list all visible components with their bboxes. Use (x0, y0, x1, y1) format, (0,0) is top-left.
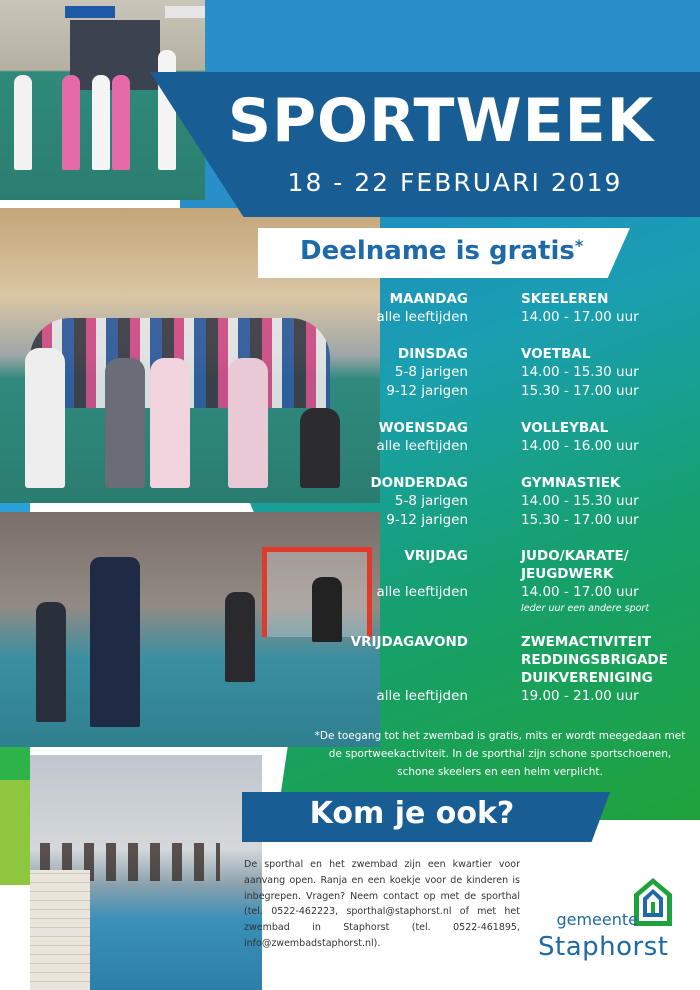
age-group: alle leeftijden (376, 584, 468, 600)
activity-name: REDDINGSBRIGADE (521, 652, 668, 668)
child-figure (228, 358, 268, 488)
activity-time: 14.00 - 15.30 uur (521, 493, 639, 509)
age-group: 9-12 jarigen (386, 511, 468, 528)
day-cell (377, 419, 468, 456)
activity-cell (521, 474, 639, 529)
photo-swimming-pool (30, 755, 262, 990)
activity-time: 14.00 - 15.30 uur (521, 364, 639, 380)
child-figure (225, 592, 255, 682)
pool-tiles (30, 870, 90, 990)
person-figure (112, 75, 130, 170)
activity-time: 15.30 - 17.00 uur (521, 382, 639, 399)
day-cell (377, 687, 468, 706)
logo-text-staphorst: Staphorst (538, 932, 669, 962)
activity-note: Ieder uur een andere sport (521, 602, 650, 614)
day-name: WOENSDAG (378, 420, 468, 436)
hall-banner (65, 6, 115, 18)
child-figure (150, 358, 190, 488)
page-title: SPORTWEEK (227, 86, 655, 156)
day-name: VRIJDAG (404, 548, 468, 564)
logo-text-gemeente: gemeente (556, 910, 638, 929)
day-name: DINSDAG (398, 346, 468, 362)
gratis-label: Deelname is gratis (300, 236, 575, 266)
day-cell (377, 547, 468, 602)
person-figure (62, 75, 80, 170)
age-group: 5-8 jarigen (394, 364, 468, 380)
photo-football-hall (0, 512, 380, 747)
footnote: *De toegang tot het zwembad is gratis, mits er wordt meegedaan met de sportweekactiviteit. In de sporthal zijn schone sportschoenen, schone skeelers en een helm verplicht. (314, 730, 686, 778)
day-name: MAANDAG (389, 291, 468, 307)
activity-time: 15.30 - 17.00 uur (521, 511, 639, 528)
house-logo-icon (632, 876, 674, 928)
person-figure (14, 75, 32, 170)
activity-name: VOLLEYBAL (521, 420, 609, 436)
day-name: VRIJDAGAVOND (350, 634, 468, 650)
activity-name: ZWEMACTIVITEIT (521, 634, 652, 650)
activity-cell (521, 290, 639, 327)
activity-cell (521, 345, 639, 400)
activity-name: JEUGDWERK (521, 566, 614, 582)
activity-name: JUDO/KARATE/ (521, 548, 629, 564)
activity-name: VOETBAL (521, 346, 591, 362)
age-group: alle leeftijden (376, 688, 468, 704)
age-group: 5-8 jarigen (394, 493, 468, 509)
activity-cell (521, 419, 639, 456)
day-name: DONDERDAG (370, 475, 468, 491)
activity-cell (521, 633, 668, 706)
person-figure (92, 75, 110, 170)
activity-time: 14.00 - 17.00 uur (521, 584, 639, 600)
age-group: 9-12 jarigen (386, 382, 468, 399)
child-figure (25, 348, 65, 488)
age-group: alle leeftijden (376, 438, 468, 454)
activity-time: 19.00 - 21.00 uur (521, 688, 639, 704)
cta-heading: Kom je ook? (309, 796, 515, 831)
color-stripe (0, 780, 30, 885)
event-dates: 18 - 22 FEBRUARI 2019 (287, 168, 623, 197)
gratis-heading (300, 236, 600, 266)
day-cell (351, 633, 468, 651)
child-figure (300, 408, 340, 488)
activity-cell (521, 547, 649, 615)
activity-name: DUIKVERENIGING (521, 670, 653, 686)
age-group: alle leeftijden (376, 309, 468, 325)
hall-banner (165, 6, 205, 18)
child-figure (105, 358, 145, 488)
activity-name: GYMNASTIEK (521, 475, 621, 491)
activity-time: 14.00 - 17.00 uur (521, 309, 639, 325)
activity-name: SKEELEREN (521, 291, 609, 307)
day-cell (370, 474, 468, 529)
goalkeeper-figure (312, 577, 342, 642)
gratis-asterisk: * (574, 236, 584, 255)
child-figure (36, 602, 66, 722)
trainer-figure (90, 557, 140, 727)
person-figure (158, 50, 176, 170)
cta-body: De sporthal en het zwembad zijn een kwartier voor aanvang open. Ranja en een koekje voor de kinderen is inbegrepen. Vragen? Neem contact op met de sporthal (tel. 0522-462223, sporthal@staphorst.nl of met het zwembad in Staphorst (tel. 0522-461895, info@zwembadstaphorst.nl). (244, 859, 520, 949)
day-cell (386, 345, 468, 400)
day-cell (377, 290, 468, 327)
activity-time: 14.00 - 16.00 uur (521, 438, 639, 454)
